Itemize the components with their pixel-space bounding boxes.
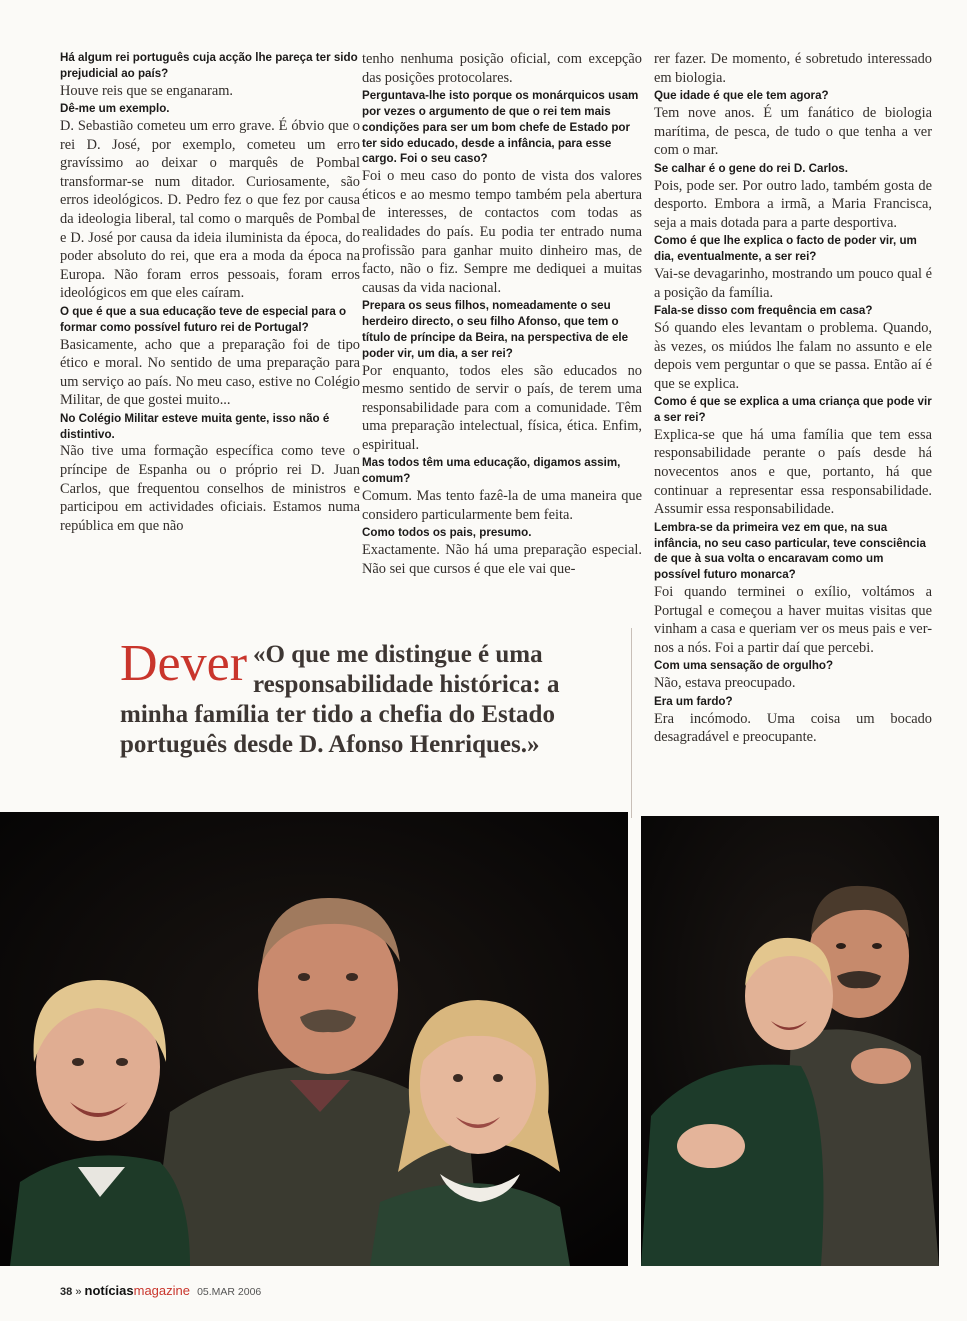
magazine-brand-suffix: magazine (133, 1283, 190, 1298)
pullquote (120, 635, 632, 760)
issue-date: 05.MAR 2006 (197, 1286, 262, 1298)
interview-answer: Houve reis que se enganaram. (60, 82, 234, 99)
footer-separator: » (75, 1286, 82, 1298)
interview-answer: Era incómodo. Uma coisa um bocado desagradável e preocupante. (654, 710, 932, 746)
interview-answer: D. Sebastião cometeu um erro grave. É óbvio que o rei D. José, por exemplo, cometeu um erro gravíssimo ao deixar o marquês de Pombal transformar-se num ditador. Curiosamente, são erros ideológicos. D. Pedro fez o que fez por causa da ideologia liberal, tal como o marquês de Pombal e D. José por causa da ideia iluminista da época, do poder absoluto do rei, que era a moda da época na Europa. Não foram erros pessoais, foram erros ideológicos em que eles caíram. (60, 117, 360, 302)
interview-answer: rer fazer. De momento, é sobretudo interessado em biologia. (654, 51, 932, 86)
father-son-photo (641, 816, 939, 1266)
interview-answer: Por enquanto, todos eles são educados no mesmo sentido de servir o país, de terem uma responsabilidade para com a comunidade. Têm uma preparação intelectual, física, ética. Enfim, espiritual. (362, 362, 642, 453)
interview-answer: Não tive uma formação específica como teve o príncipe de Espanha ou o próprio rei D. Juan Carlos, que frequentou conselhos de ministros e participou em actividades oficiais. Estamos numa república em que não (60, 443, 360, 534)
pullquote-text: «O que me distingue é uma responsabilidade histórica: a minha família ter tido a chefia do Estado português desde D. Afonso Henriques.» (120, 641, 560, 758)
interview-answer: Vai-se devagarinho, mostrando um pouco qual é a posição da família. (654, 265, 932, 301)
interview-question: Se calhar é o gene do rei D. Carlos. (654, 161, 848, 175)
interview-question: Como é que lhe explica o facto de poder vir, um dia, eventualmente, a ser rei? (654, 234, 917, 264)
interview-question: Há algum rei português cuja acção lhe pareça ter sido prejudicial ao país? (60, 51, 358, 80)
interview-question: Era um fardo? (654, 694, 733, 708)
magazine-brand: notícias (84, 1283, 134, 1298)
interview-question: Mas todos têm uma educação, digamos assim, comum? (362, 456, 621, 486)
page-number: 38 (60, 1286, 73, 1298)
interview-answer: Basicamente, acho que a preparação foi de tipo ético e moral. No sentido de uma preparação para um serviço ao país. No meu caso, estive no Colégio Militar, de que gostei muito... (60, 336, 360, 409)
interview-question: Lembra-se da primeira vez em que, na sua infância, no seu caso particular, teve consciência de que à sua volta o encaravam como um possível futuro monarca? (654, 520, 926, 582)
interview-answer: Exactamente. Não há uma preparação especial. Não sei que cursos é que ele vai que- (362, 542, 642, 577)
pullquote-lead-word: Dever (120, 635, 248, 692)
interview-answer: Só quando eles levantam o problema. Quando, às vezes, os miúdos lhe falam no assunto e ele depois vem perguntar o que se passa. Então aí é que se explica. (654, 319, 932, 392)
interview-answer: Comum. Mas tento fazê-la de uma maneira que considero particularmente bem feita. (362, 488, 642, 523)
interview-answer: Foi quando terminei o exílio, voltámos a Portugal e começou a haver muitas visitas que vinham a casa e queriam ver os meus pais e ver-nos a nós. Foi a partir daí que percebi. (654, 584, 932, 656)
interview-question: Como todos os pais, presumo. (362, 526, 532, 540)
interview-answer: Tem nove anos. É um fanático de biologia marítima, de pesca, de tudo o que tenha a ver com o mar. (654, 104, 932, 159)
interview-question: Que idade é que ele tem agora? (654, 89, 829, 103)
interview-answer: Explica-se que há uma família que tem essa responsabilidade perante o país desde há novecentos anos e que, portanto, há que continuar a representar essa responsabilidade. Assumir essa responsabilidade. (654, 426, 932, 518)
family-photo-illustration (0, 812, 628, 1266)
page-footer (60, 1283, 261, 1298)
text-column-2 (362, 50, 642, 579)
father-son-photo-illustration (641, 816, 939, 1266)
interview-question: Perguntava-lhe isto porque os monárquicos usam por vezes o argumento de que o rei tem mais condições para ser um bom chefe de Estado por ter sido educado, desde a infância, para esse cargo. Foi o seu caso? (362, 89, 639, 166)
interview-question: Dê-me um exemplo. (60, 102, 170, 116)
interview-question: Como é que se explica a uma criança que pode vir a ser rei? (654, 395, 932, 425)
text-column-3 (654, 50, 932, 748)
text-column-1 (60, 50, 360, 536)
interview-question: O que é que a sua educação teve de especial para o formar como possível futuro rei de Portugal? (60, 304, 347, 334)
family-photo (0, 812, 628, 1266)
interview-question: Prepara os seus filhos, nomeadamente o seu herdeiro directo, o seu filho Afonso, que tem o título de príncipe da Beira, na perspectiva de ele poder vir, um dia, a ser rei? (362, 299, 629, 360)
interview-question: Fala-se disso com frequência em casa? (654, 304, 873, 318)
interview-answer: Não, estava preocupado. (654, 675, 796, 692)
interview-answer: tenho nenhuma posição oficial, com excepção das posições protocolares. (362, 51, 642, 86)
interview-question: Com uma sensação de orgulho? (654, 659, 834, 673)
interview-question: No Colégio Militar esteve muita gente, isso não é distintivo. (60, 411, 330, 441)
interview-answer: Foi o meu caso do ponto de vista dos valores éticos e ao mesmo tempo também pela abertura de interesses, de contactos com todas as realidades do país. Eu podia ter entrado numa profissão para ganhar muito dinheiro mas, de facto, não o fiz. Sempre me dediquei a muitas causas da vida nacional. (362, 168, 642, 296)
interview-answer: Pois, pode ser. Por outro lado, também gosta de desporto. Embora a irmã, a Maria Francisca, seja a mais dotada para a parte desportiva. (654, 177, 932, 231)
